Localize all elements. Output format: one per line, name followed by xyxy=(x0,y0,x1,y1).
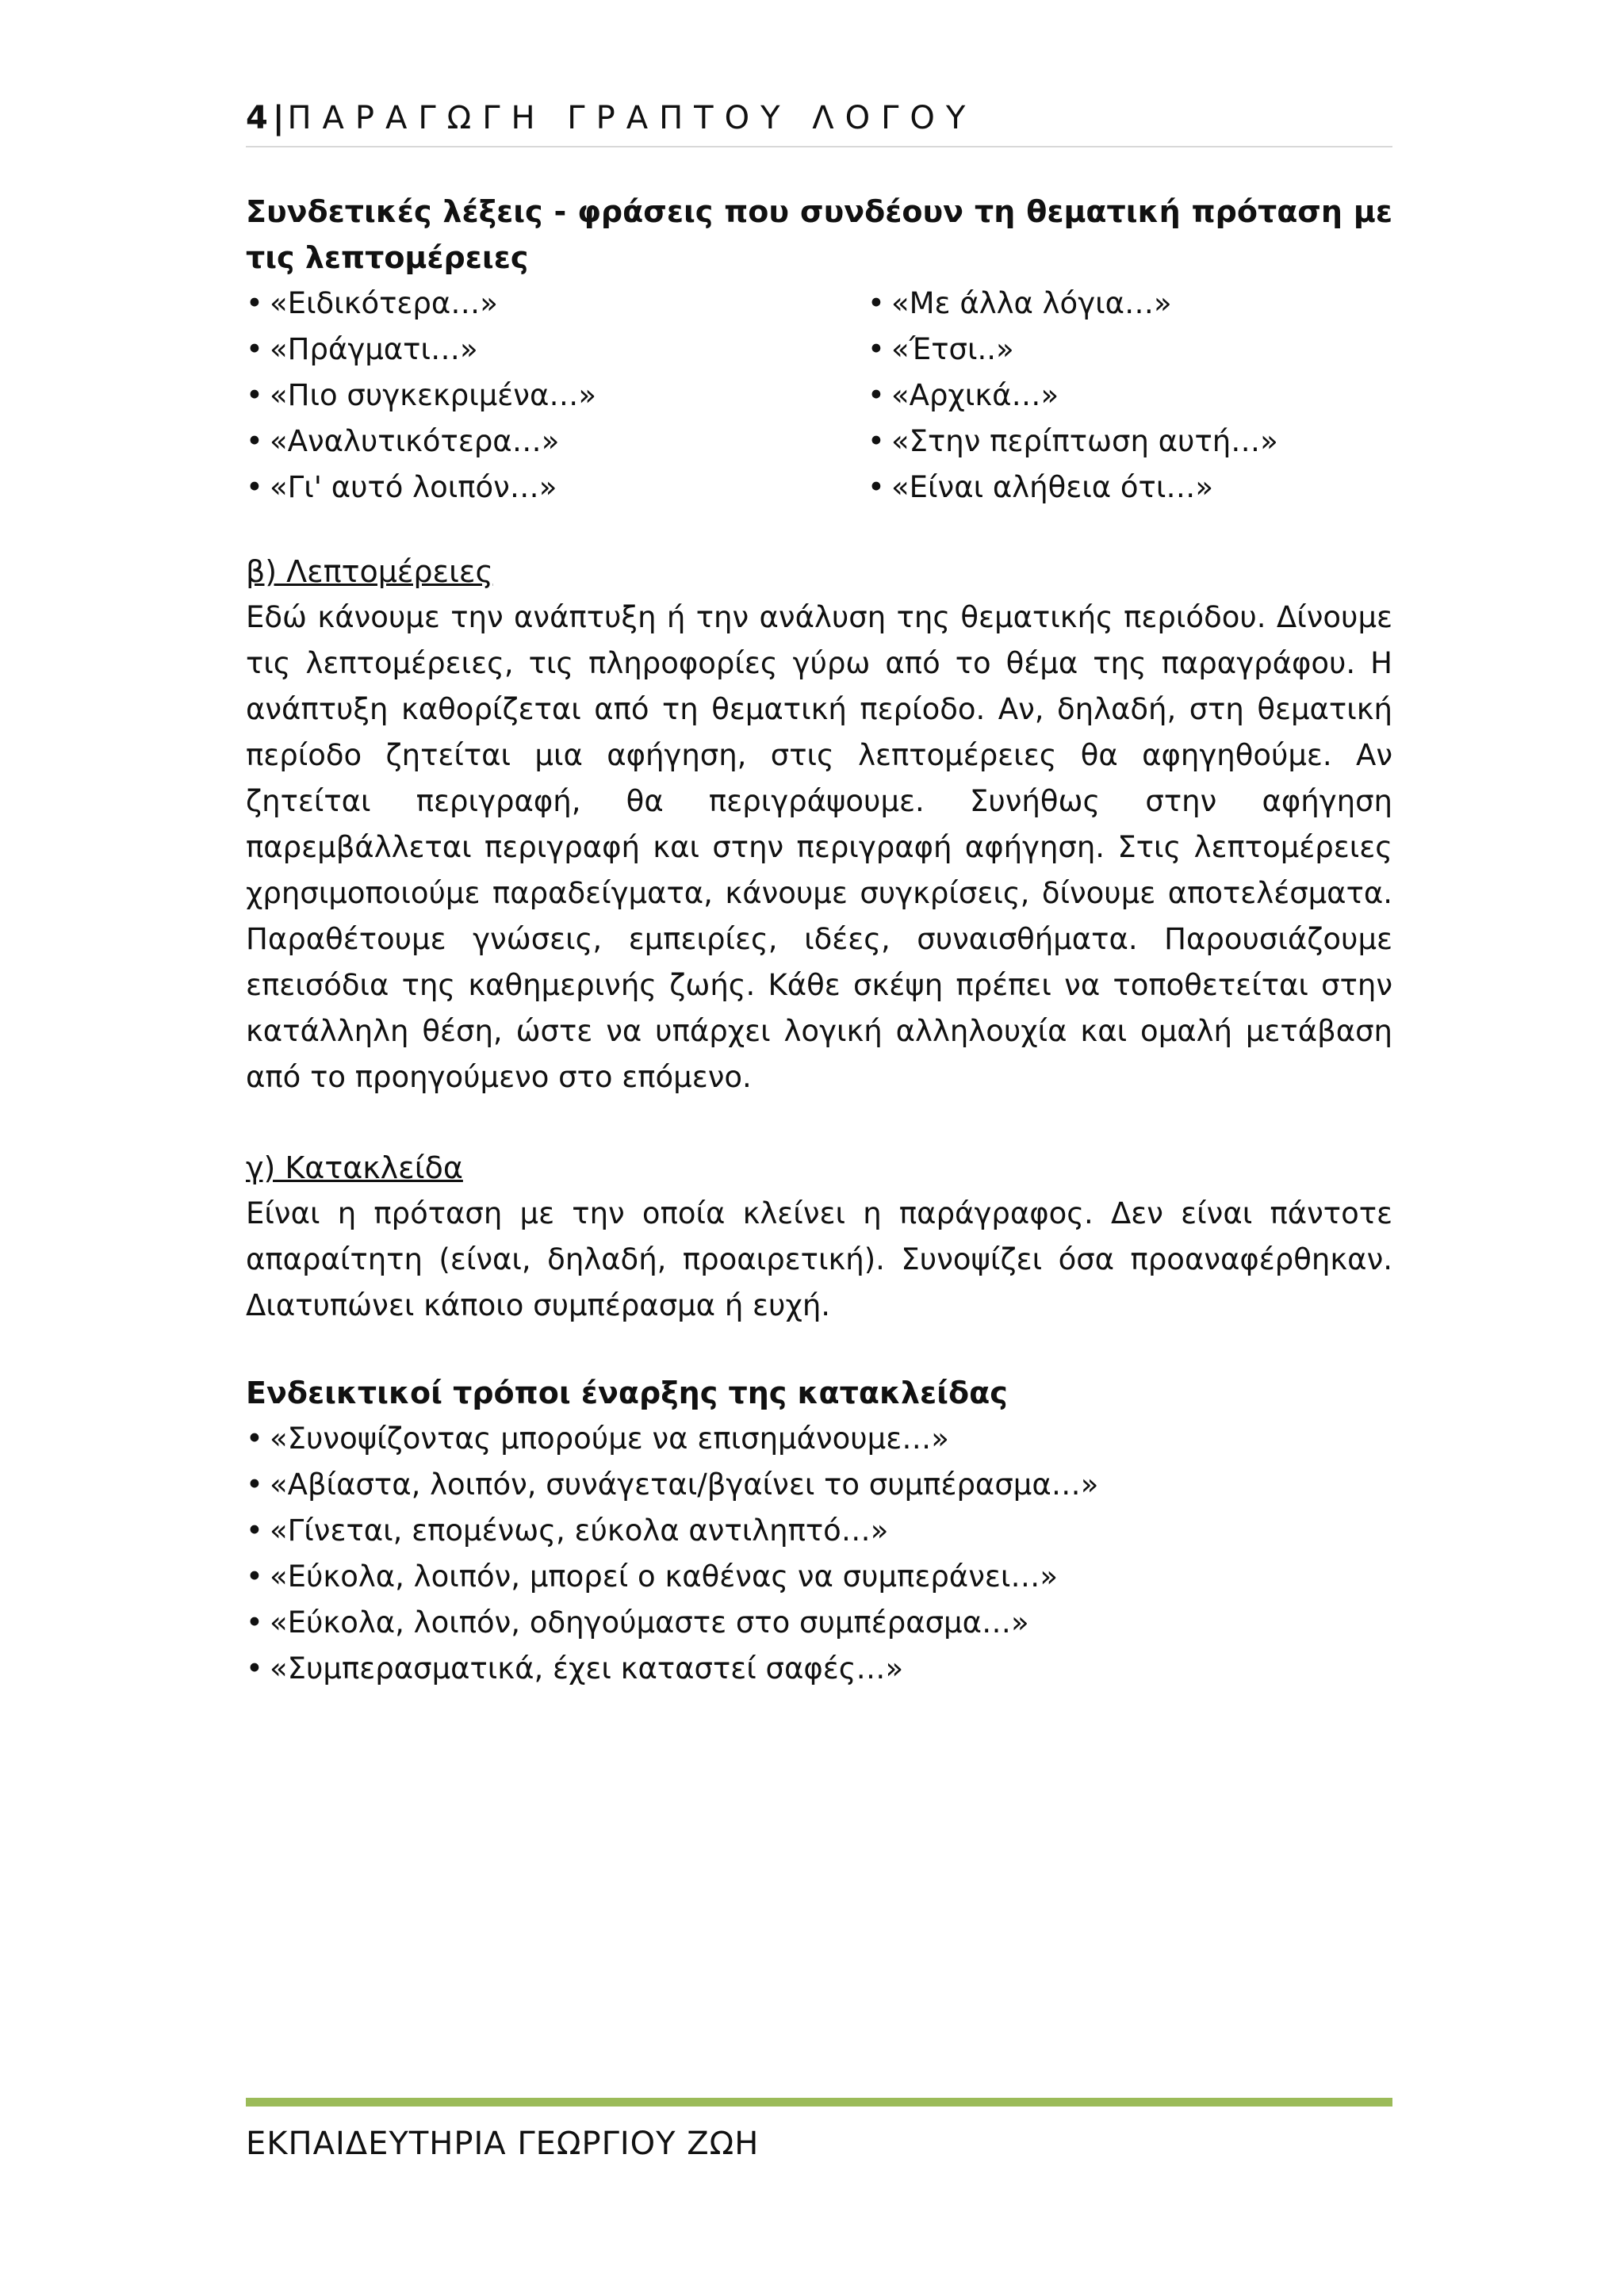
list-item: • «Εύκολα, λοιπόν, μπορεί ο καθένας να συμπεράνει…» xyxy=(246,1554,1098,1600)
bullet-icon: • xyxy=(868,286,885,320)
list-item: • «Συνοψίζοντας μπορούμε να επισημάνουμε…» xyxy=(246,1416,1098,1462)
bullet-icon: • xyxy=(246,378,263,412)
details-paragraph: Εδώ κάνουμε την ανάπτυξη ή την ανάλυση της θεματικής περιόδου. Δίνουμε τις λεπτομέρειες, τις πληροφορίες γύρω από το θέμα της παραγράφου. Η ανάπτυξη καθορίζεται από τη θεματική περίοδο. Αν, δηλαδή, στη θεματική περίοδο ζητείται μια αφήγηση, στις λεπτομέρειες θα αφηγηθούμε. Αν ζητείται περιγραφή, θα περιγράψουμε. Συνήθως στην αφήγηση παρεμβάλλεται περιγραφή και στην περιγραφή αφήγηση. Στις λεπτομέρειες χρησιμοποιούμε παραδείγματα, κάνουμε συγκρίσεις, δίνουμε αποτελέσματα. Παραθέτουμε γνώσεις, εμπειρίες, ιδέες, συναισθήματα. Παρουσιάζουμε επεισόδια της καθημερινής ζωής. Κάθε σκέψη πρέπει να τοποθετείται στην κατάλληλη θέση, ώστε να υπάρχει λογική αλληλουχία και ομαλή μετάβαση από το προηγούμενο στο επόμενο. xyxy=(246,600,1392,1094)
connectives-heading: Συνδετικές λέξεις - φράσεις που συνδέουν τη θεματική πρόταση με τις λεπτομέρειες xyxy=(246,194,1392,275)
header-title: ΠΑΡΑΓΩΓΗ ΓΡΑΠΤΟΥ ΛΟΓΟΥ xyxy=(287,100,977,136)
list-item: • «Αρχικά…» xyxy=(868,373,1278,419)
list-item: • «Γίνεται, επομένως, εύκολα αντιληπτό…» xyxy=(246,1508,1098,1554)
list-item: • «Συμπερασματικά, έχει καταστεί σαφές…» xyxy=(246,1646,1098,1692)
conclusion-openers-heading: Ενδεικτικοί τρόποι έναρξης της κατακλείδας xyxy=(246,1376,1008,1410)
page-header xyxy=(246,100,1392,149)
list-item: • «Γι' αυτό λοιπόν…» xyxy=(246,465,596,511)
list-item: • «Αβίαστα, λοιπόν, συνάγεται/βγαίνει το συμπέρασμα…» xyxy=(246,1462,1098,1508)
details-heading: β) Λεπτομέρειες xyxy=(246,554,493,589)
header-separator: | xyxy=(272,100,285,136)
header-divider xyxy=(246,146,1392,147)
bullet-icon: • xyxy=(246,332,263,366)
bullet-icon: • xyxy=(246,470,263,504)
page-footer: ΕΚΠΑΙΔΕΥΤΗΡΙΑ ΓΕΩΡΓΙΟΥ ΖΩΗ xyxy=(246,2126,760,2162)
list-item: • «Έτσι..» xyxy=(868,327,1278,373)
list-item: • «Με άλλα λόγια…» xyxy=(868,281,1278,327)
list-item: • «Εύκολα, λοιπόν, οδηγούμαστε στο συμπέρασμα…» xyxy=(246,1600,1098,1646)
bullet-icon: • xyxy=(246,286,263,320)
conclusion-heading: γ) Κατακλείδα xyxy=(246,1150,463,1185)
bullet-icon: • xyxy=(868,470,885,504)
bullet-icon: • xyxy=(246,1651,263,1686)
list-item: • «Πράγματι…» xyxy=(246,327,596,373)
list-item: • «Πιο συγκεκριμένα…» xyxy=(246,373,596,419)
bullet-icon: • xyxy=(868,332,885,366)
conclusion-openers-list xyxy=(246,1416,1098,1692)
page-number: 4 xyxy=(246,100,270,136)
bullet-icon: • xyxy=(246,1513,263,1548)
list-item: • «Ειδικότερα…» xyxy=(246,281,596,327)
bullet-icon: • xyxy=(246,424,263,458)
bullet-icon: • xyxy=(246,1468,263,1502)
footer-divider xyxy=(246,2098,1392,2107)
bullet-icon: • xyxy=(246,1559,263,1594)
bullet-icon: • xyxy=(246,1605,263,1640)
conclusion-paragraph: Είναι η πρόταση με την οποία κλείνει η παράγραφος. Δεν είναι πάντοτε απαραίτητη (είναι, δηλαδή, προαιρετική). Συνοψίζει όσα προαναφέρθηκαν. Διατυπώνει κάποιο συμπέρασμα ή ευχή. xyxy=(246,1196,1392,1322)
connectives-right-list xyxy=(868,281,1278,511)
bullet-icon: • xyxy=(868,424,885,458)
bullet-icon: • xyxy=(246,1422,263,1456)
document-page xyxy=(246,0,1392,2296)
list-item: • «Αναλυτικότερα…» xyxy=(246,419,596,465)
bullet-icon: • xyxy=(868,378,885,412)
list-item: • «Είναι αλήθεια ότι…» xyxy=(868,465,1278,511)
list-item: • «Στην περίπτωση αυτή…» xyxy=(868,419,1278,465)
connectives-left-list xyxy=(246,281,596,511)
